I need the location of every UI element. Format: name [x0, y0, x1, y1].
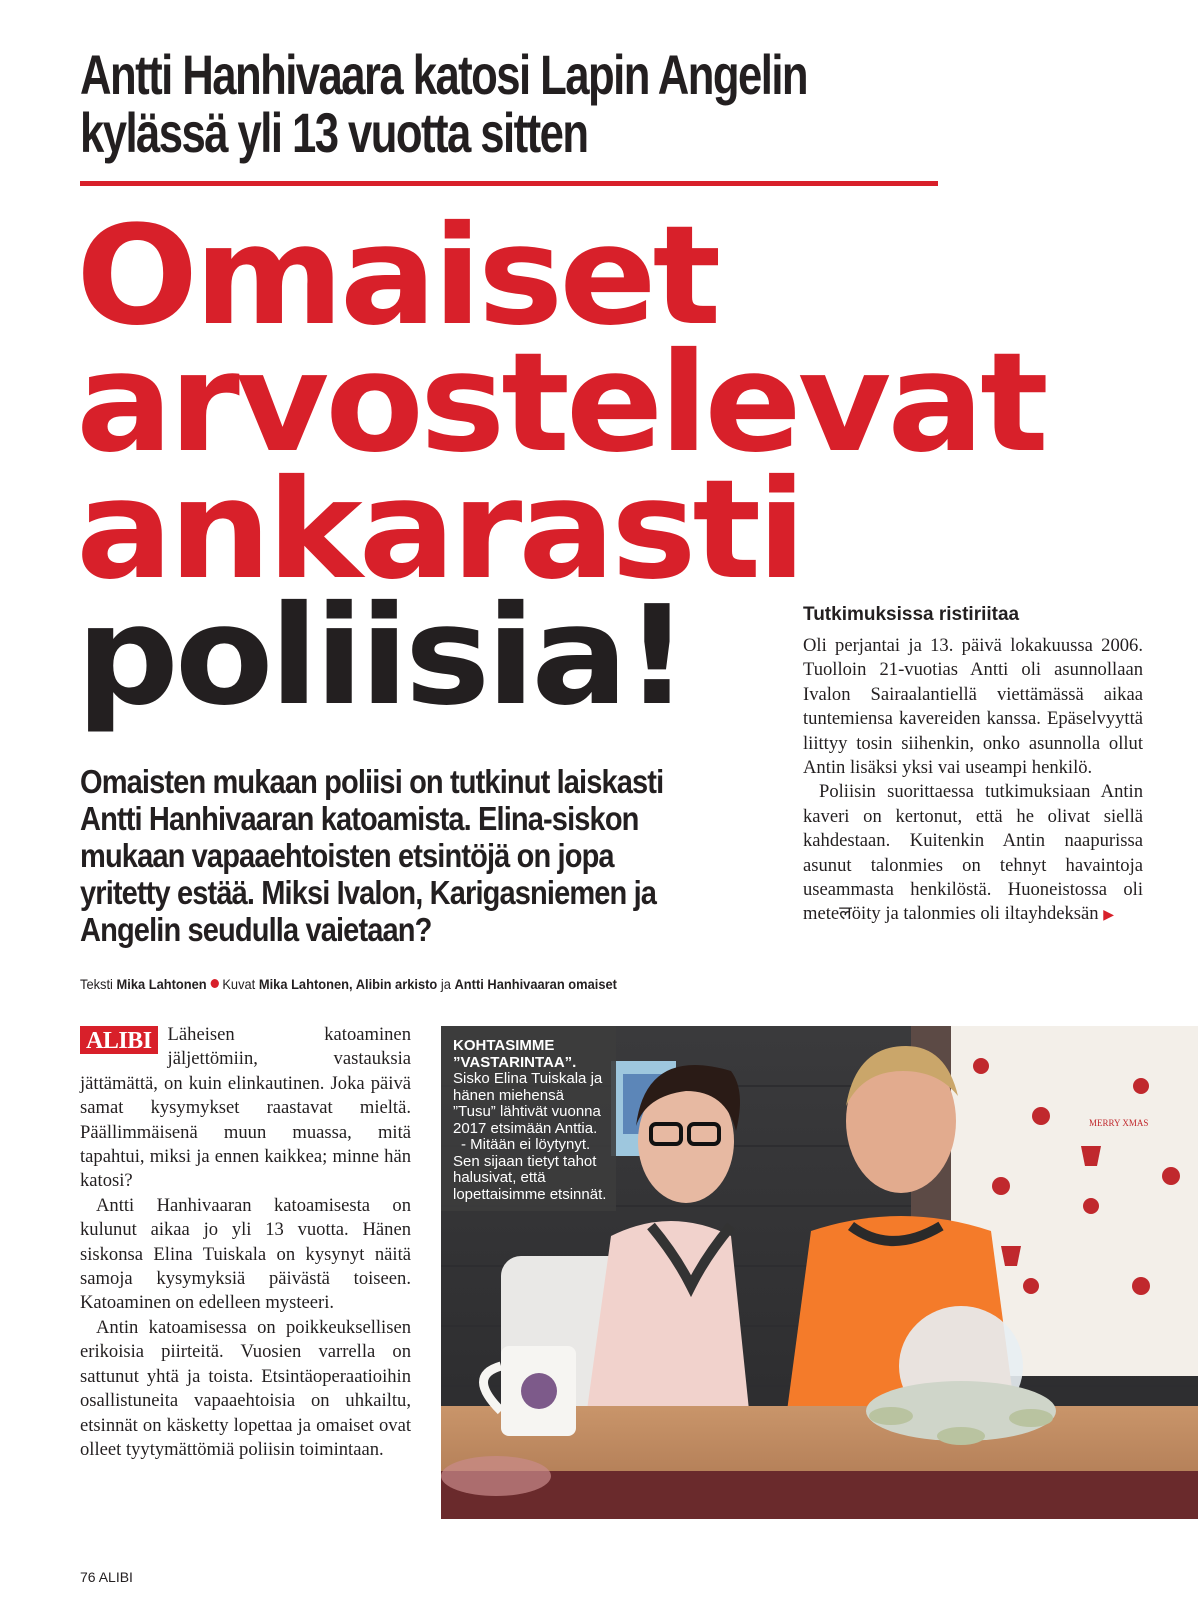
credits-text-author: Mika Lahtonen — [116, 976, 207, 992]
body-paragraph-1 — [80, 1023, 411, 1194]
sidebar-paragraph-2-text: Poliisin suorittaessa tutkimuksiaan Antin kaveri on kertonut, että he olivat siellä kahdestaan. Kuitenkin Antin naapurissa asunut talonmies on tehnyt havaintoja useammasta henkilöstä. Huoneistossa oli meteलöity ja talonmies oli iltayhdeksän — [803, 781, 1143, 925]
sidebar-title: Tutkimuksissa ristiriitaa — [803, 604, 1020, 625]
body-paragraph-3: Antin katoamisessa on poikkeuksellisen erikoisia piirteitä. Vuosien varrella on sattunut yhtä ja toista. Etsintäoperaatioihin osallistuneita vapaaehtoisia on uhkailtu, etsinnät on käsketty lopettaa ja omaiset ovat olleet tyytymättömiä poliisin toimintaan. — [80, 1316, 411, 1460]
continue-arrow-icon: ▶ — [1103, 908, 1115, 924]
bullet-dot-icon — [210, 979, 218, 988]
caption-text: Sisko Elina Tuiskala ja hänen miehensä ”Tusu” lähtivät vuonna 2017 etsimään Anttia. — [453, 1070, 603, 1137]
credits-text-label: Teksti — [80, 976, 113, 992]
body-column — [80, 1023, 411, 1462]
lead-line-1: Omaisten mukaan poliisi on tutkinut laiskasti — [80, 763, 664, 800]
kicker-line-1: Antti Hanhivaara katosi Lapin Angelin — [80, 43, 808, 106]
body-paragraph-2: Antti Hanhivaaran katoamisesta on kulunut aikaa jo yli 13 vuotta. Hänen siskonsa Elina Tuiskala on kysynyt näitä samoja kysymyksiä päivästä toiseen. Katoaminen on edelleen mysteeri. — [80, 1194, 411, 1314]
credits-photos-family: Antti Hanhivaaran omaiset — [454, 976, 617, 992]
body-paragraph-1-text: Läheisen katoaminen jäljettömiin, vastauksia jättämättä, on kuin elinkautinen. Joka päivä samat kysymykset raastavat mieltä. Päällimmäisenä muun muassa, mitä tapahtui, miksi ja ennen kaikkea; minne hän katosi? — [80, 1024, 411, 1192]
alibi-logo: ALIBI — [80, 1026, 158, 1054]
credits-and: ja — [440, 976, 451, 992]
headline-line-1: Omaiset — [76, 197, 718, 356]
page-folio: 76 ALIBI — [80, 1569, 133, 1585]
red-divider — [80, 181, 938, 186]
sidebar-story — [803, 604, 1143, 929]
headline-line-3: ankarasti — [76, 451, 803, 610]
headline-line-4: poliisia! — [76, 577, 686, 736]
caption-heading: KOHTASIMME ”VASTARINTAA”. — [453, 1037, 577, 1071]
xmas-text: MERRY XMAS — [1089, 1118, 1149, 1128]
credits-line — [80, 976, 617, 992]
photo-caption — [441, 1026, 616, 1211]
lead-line-3: mukaan vapaaehtoisten etsintöjä on jopa — [80, 837, 614, 874]
sidebar-text — [803, 634, 1143, 929]
sidebar-paragraph-1: Oli perjantai ja 13. päivä lokakuussa 2006. Tuolloin 21-vuotias Antti oli asunnollaan Ivalon Sairaalantiellä viettämässä aikaa tuntemiensa kavereiden kanssa. Epäselvyyttä liittyy tosin siihenkin, onko asunnolla ollut Antin lisäksi yksi vai useampi henkilö. — [803, 635, 1143, 779]
lead-paragraph — [80, 763, 678, 948]
kicker-line-2: kylässä yli 13 vuotta sitten — [80, 101, 588, 164]
lead-line-2: Antti Hanhivaaran katoamista. Elina-siskon — [80, 800, 639, 837]
sidebar-paragraph-2 — [803, 780, 1143, 928]
lead-line-4: yritetty estää. Miksi Ivalon, Karigasniemen ja — [80, 874, 657, 911]
headline-line-2: arvostelevat — [76, 324, 1045, 483]
credits-photos-label: Kuvat — [222, 976, 256, 992]
kicker-headline — [80, 43, 808, 164]
credits-photos-authors: Mika Lahtonen, Alibin arkisto — [258, 976, 438, 992]
caption-quote: - Mitään ei löytynyt. Sen sijaan tietyt tahot halusivat, että lopettaisimme etsinnät. — [453, 1136, 607, 1203]
lead-line-5: Angelin seudulla vaietaan? — [80, 911, 432, 948]
